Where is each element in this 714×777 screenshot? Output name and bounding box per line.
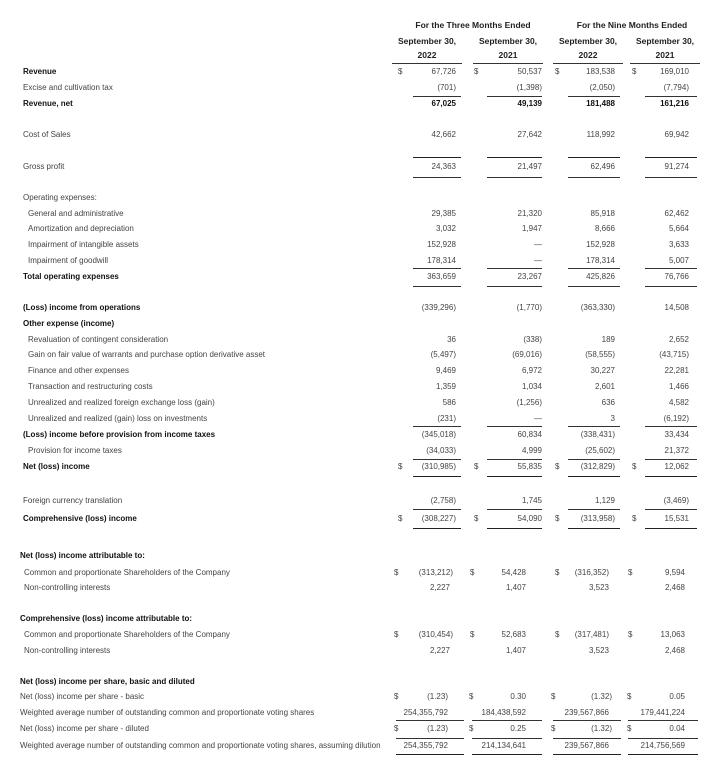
underline [487,268,542,269]
cell-q3-2022: (231) [437,414,456,423]
cell-9m-2021: 91,274 [664,162,689,171]
cell-q3-2021: 1,745 [521,496,542,505]
row-ni-attr-header [0,549,714,563]
underline [487,157,542,158]
dollar-sign: $ [555,630,560,639]
row-label: Revaluation of contingent consideration [28,335,169,344]
header-nine-months: For the Nine Months Ended [576,20,688,30]
cell-9m-2022: 152,928 [586,240,615,249]
header-rule-2 [473,63,543,64]
row-label: Excise and cultivation tax [23,83,113,92]
dollar-sign: $ [628,568,633,577]
dollar-sign: $ [555,568,560,577]
row-label: Common and proportionate Shareholders of the Company [24,568,230,577]
row-label: Common and proportionate Shareholders of the Company [24,630,230,639]
dollar-sign: $ [632,67,637,76]
cell-q3-2021: 60,834 [517,430,542,439]
underline [568,476,620,477]
row-label: Weighted average number of outstanding common and proportionate voting shares, assuming dilution [20,741,381,750]
cell-q3-2021: (69,016) [512,350,542,359]
cell-q3-2022: 24,363 [431,162,456,171]
underline [487,528,542,529]
underline [645,157,697,158]
cell-q3-2021: (338) [523,335,542,344]
cell-q3-2022: (701) [437,83,456,92]
cell-9m-2021: 14,508 [664,303,689,312]
cell-q3-2021: 0.25 [510,724,526,733]
cell-9m-2021: 33,434 [664,430,689,439]
row-ci-nci [0,644,714,658]
row-label: Net (loss) income per share - diluted [20,724,149,733]
underline [568,286,620,287]
cell-9m-2021: 179,441,224 [640,708,685,717]
cell-9m-2022: 636 [601,398,615,407]
underline [472,754,542,755]
underline [553,720,621,721]
cell-9m-2021: 0.04 [669,724,685,733]
cell-q3-2021: 6,972 [521,366,542,375]
cell-q3-2021: 21,497 [517,162,542,171]
row-label: Weighted average number of outstanding common and proportionate voting shares [20,708,315,717]
cell-q3-2022: (310,454) [418,630,453,639]
underline [396,720,464,721]
dollar-sign: $ [474,514,479,523]
cell-q3-2021: — [534,256,542,265]
row-label: Revenue, net [23,99,73,108]
cell-9m-2021: 214,756,569 [640,741,685,750]
cell-q3-2022: 1,359 [435,382,456,391]
row-label: Finance and other expenses [28,366,129,375]
row-label: Net (loss) income attributable to: [20,551,145,560]
row-cost-of-sales [0,128,714,142]
underline [628,720,698,721]
row-ops-income [0,301,714,315]
header-sep30-d: September 30, [635,36,695,46]
cell-q3-2021: 52,683 [501,630,526,639]
underline [413,157,461,158]
row-label: Comprehensive (loss) income [23,514,137,523]
dollar-sign: $ [474,462,479,471]
underline [645,268,697,269]
underline [645,528,697,529]
cell-9m-2022: 118,992 [586,130,615,139]
row-label: Impairment of intangible assets [28,240,139,249]
underline [645,177,697,178]
header-sep30-a: September 30, [397,36,457,46]
cell-9m-2021: 15,531 [664,514,689,523]
row-label: Total operating expenses [23,272,119,281]
row-impair-goodwill [0,254,714,268]
dollar-sign: $ [555,67,560,76]
cell-q3-2021: — [534,240,542,249]
row-reval [0,333,714,347]
underline [413,476,461,477]
header-sep30-b: September 30, [478,36,538,46]
row-ci-attr-header [0,612,714,626]
cell-9m-2022: 189 [601,335,615,344]
cell-q3-2022: (1.23) [427,724,448,733]
underline [645,286,697,287]
cell-9m-2022: 3,523 [588,646,609,655]
row-label: Provision for income taxes [28,446,122,455]
cell-9m-2022: 8,666 [594,224,615,233]
row-comprehensive [0,512,714,526]
cell-9m-2022: 2,601 [594,382,615,391]
cell-9m-2021: 169,010 [660,67,689,76]
cell-q3-2022: 2,227 [429,583,450,592]
dollar-sign: $ [394,568,399,577]
cell-q3-2022: 9,469 [435,366,456,375]
row-ci-common [0,628,714,642]
cell-9m-2021: (43,715) [659,350,689,359]
cell-9m-2022: (25,602) [585,446,615,455]
dollar-sign: $ [632,462,637,471]
cell-9m-2022: (2,050) [589,83,615,92]
underline [413,528,461,529]
cell-9m-2021: 1,466 [668,382,689,391]
cell-9m-2022: 3 [610,414,615,423]
header-rule-3 [553,63,623,64]
cell-9m-2022: 178,314 [586,256,615,265]
cell-q3-2021: 23,267 [517,272,542,281]
row-label: Net (loss) income per share, basic and diluted [20,677,195,686]
cell-q3-2021: 1,407 [505,583,526,592]
underline [413,509,461,510]
cell-9m-2022: (316,352) [574,568,609,577]
row-wavg-basic [0,706,714,720]
cell-q3-2022: (310,985) [421,462,456,471]
cell-q3-2021: 27,642 [517,130,542,139]
row-label: Operating expenses: [23,193,97,202]
cell-q3-2021: 214,134,641 [481,741,526,750]
underline [413,177,461,178]
underline [645,426,697,427]
cell-q3-2022: 67,726 [431,67,456,76]
underline [487,476,542,477]
dollar-sign: $ [394,724,399,733]
cell-q3-2022: 42,662 [431,130,456,139]
underline [568,528,620,529]
cell-9m-2021: 21,372 [664,446,689,455]
cell-q3-2022: 363,659 [427,272,456,281]
row-fx-translation [0,494,714,508]
cell-q3-2022: (339,296) [421,303,456,312]
dollar-sign: $ [627,724,632,733]
cell-9m-2022: 239,567,866 [564,741,609,750]
header-rule-1 [392,63,462,64]
dollar-sign: $ [555,462,560,471]
cell-q3-2022: 254,355,792 [403,708,448,717]
underline [645,509,697,510]
underline [487,509,542,510]
row-label: Impairment of goodwill [28,256,109,265]
cell-q3-2021: 55,835 [517,462,542,471]
cell-q3-2021: 54,428 [501,568,526,577]
cell-q3-2022: 67,025 [431,99,456,108]
row-label: Net (loss) income per share - basic [20,692,145,701]
cell-9m-2021: 2,468 [664,583,685,592]
row-label: General and administrative [28,209,124,218]
dollar-sign: $ [469,724,474,733]
dollar-sign: $ [632,514,637,523]
row-label: Unrealized and realized foreign exchange loss (gain) [28,398,215,407]
row-total-opex [0,270,714,284]
row-label: Unrealized and realized (gain) loss on investments [28,414,208,423]
cell-q3-2022: 586 [442,398,456,407]
dollar-sign: $ [551,724,556,733]
dollar-sign: $ [398,514,403,523]
row-revenue [0,65,714,79]
underline [396,754,464,755]
underline [413,426,461,427]
cell-9m-2021: 9,594 [664,568,685,577]
dollar-sign: $ [470,630,475,639]
cell-9m-2021: 13,063 [660,630,685,639]
dollar-sign: $ [555,514,560,523]
cell-q3-2021: 50,537 [517,67,542,76]
cell-q3-2022: (34,033) [426,446,456,455]
row-impair-intangible [0,238,714,252]
underline [553,754,621,755]
cell-q3-2022: (308,227) [421,514,456,523]
row-label: Other expense (income) [23,319,115,328]
underline [472,720,542,721]
row-label: (Loss) income before provision from income taxes [23,430,216,439]
underline [487,426,542,427]
row-label: (Loss) income from operations [23,303,141,312]
cell-q3-2021: — [534,414,542,423]
cell-q3-2021: 1,407 [505,646,526,655]
row-ga [0,207,714,221]
row-eps-basic [0,690,714,704]
cell-9m-2021: 62,462 [664,209,689,218]
underline [568,157,620,158]
cell-q3-2021: 1,947 [521,224,542,233]
cell-9m-2022: 30,227 [590,366,615,375]
cell-9m-2021: 2,468 [664,646,685,655]
header-sep30-c: September 30, [558,36,618,46]
cell-q3-2021: 21,320 [517,209,542,218]
underline [413,286,461,287]
underline [487,286,542,287]
row-net-income [0,460,714,474]
dollar-sign: $ [627,692,632,701]
row-tax [0,444,714,458]
header-2022-b: 2022 [578,50,598,60]
cell-q3-2021: 49,139 [517,99,542,108]
row-label: Transaction and restructuring costs [28,382,153,391]
row-finance [0,364,714,378]
cell-q3-2022: 36 [447,335,456,344]
cell-9m-2022: 3,523 [588,583,609,592]
dollar-sign: $ [398,462,403,471]
row-revenue-net [0,97,714,111]
dollar-sign: $ [628,630,633,639]
cell-9m-2021: 4,582 [668,398,689,407]
row-label: Revenue [23,67,57,76]
cell-9m-2022: 183,538 [586,67,615,76]
cell-q3-2022: (345,018) [421,430,456,439]
row-label: Non-controlling interests [24,646,111,655]
row-investments [0,412,714,426]
cell-9m-2022: 1,129 [594,496,615,505]
underline [568,177,620,178]
cell-q3-2022: 29,385 [431,209,456,218]
row-pretax [0,428,714,442]
cell-q3-2022: (313,212) [418,568,453,577]
cell-9m-2022: (313,958) [580,514,615,523]
cell-q3-2022: 3,032 [435,224,456,233]
row-label: Comprehensive (loss) income attributable to: [20,614,193,623]
cell-9m-2021: 5,007 [668,256,689,265]
dollar-sign: $ [398,67,403,76]
row-other-header [0,317,714,331]
cell-9m-2021: 5,664 [668,224,689,233]
cell-9m-2021: 0.05 [669,692,685,701]
row-label: Foreign currency translation [23,496,123,505]
cell-9m-2022: 62,496 [590,162,615,171]
dollar-sign: $ [470,568,475,577]
cell-q3-2022: 178,314 [427,256,456,265]
cell-q3-2022: 2,227 [429,646,450,655]
cell-9m-2022: 425,826 [586,272,615,281]
underline [645,476,697,477]
row-label: Gross profit [23,162,65,171]
underline [568,509,620,510]
cell-9m-2021: 69,942 [664,130,689,139]
cell-9m-2022: 181,488 [586,99,615,108]
underline [413,268,461,269]
row-eps-header [0,675,714,689]
cell-q3-2022: (5,497) [430,350,456,359]
row-ni-common [0,566,714,580]
underline [568,426,620,427]
cell-9m-2022: (338,431) [580,430,615,439]
cell-9m-2021: (6,192) [663,414,689,423]
header-2021-a: 2021 [498,50,518,60]
row-ni-nci [0,581,714,595]
header-2021-b: 2021 [655,50,675,60]
cell-q3-2021: 1,034 [521,382,542,391]
cell-9m-2022: (317,481) [574,630,609,639]
dollar-sign: $ [394,692,399,701]
row-label: Amortization and depreciation [28,224,134,233]
cell-q3-2022: (1.23) [427,692,448,701]
cell-9m-2022: (58,555) [585,350,615,359]
header-rule-4 [630,63,700,64]
cell-9m-2021: 2,652 [668,335,689,344]
underline [628,754,698,755]
row-opex-header [0,191,714,205]
header-2022-a: 2022 [417,50,437,60]
cell-q3-2021: 0.30 [510,692,526,701]
row-gross-profit [0,160,714,174]
cell-9m-2021: (3,469) [663,496,689,505]
row-label: Non-controlling interests [24,583,111,592]
row-eps-diluted [0,722,714,736]
cell-q3-2021: (1,398) [516,83,542,92]
cell-9m-2021: (7,794) [663,83,689,92]
cell-9m-2021: 22,281 [664,366,689,375]
cell-9m-2021: 12,062 [664,462,689,471]
row-wavg-diluted [0,739,714,753]
underline [568,268,620,269]
cell-9m-2021: 76,766 [664,272,689,281]
cell-9m-2022: 239,567,866 [564,708,609,717]
cell-9m-2021: 3,633 [668,240,689,249]
row-gain-fv [0,348,714,362]
cell-9m-2022: 85,918 [590,209,615,218]
row-label: Net (loss) income [23,462,90,471]
row-label: Cost of Sales [23,130,71,139]
cell-9m-2022: (1.32) [591,692,612,701]
row-excise [0,81,714,95]
dollar-sign: $ [394,630,399,639]
cell-q3-2022: 152,928 [427,240,456,249]
cell-q3-2021: (1,770) [516,303,542,312]
row-fx [0,396,714,410]
cell-9m-2022: (312,829) [580,462,615,471]
underline [487,177,542,178]
row-label: Gain on fair value of warrants and purchase option derivative asset [28,350,266,359]
header-three-months: For the Three Months Ended [415,20,531,30]
row-amort [0,222,714,236]
row-transaction [0,380,714,394]
cell-q3-2021: 184,438,592 [481,708,526,717]
cell-q3-2022: (2,758) [430,496,456,505]
dollar-sign: $ [469,692,474,701]
cell-9m-2022: (363,330) [580,303,615,312]
cell-9m-2022: (1.32) [591,724,612,733]
dollar-sign: $ [551,692,556,701]
cell-q3-2021: 54,090 [517,514,542,523]
cell-q3-2021: (1,256) [516,398,542,407]
dollar-sign: $ [474,67,479,76]
cell-q3-2022: 254,355,792 [403,741,448,750]
cell-q3-2021: 4,999 [521,446,542,455]
cell-9m-2021: 161,216 [660,99,689,108]
